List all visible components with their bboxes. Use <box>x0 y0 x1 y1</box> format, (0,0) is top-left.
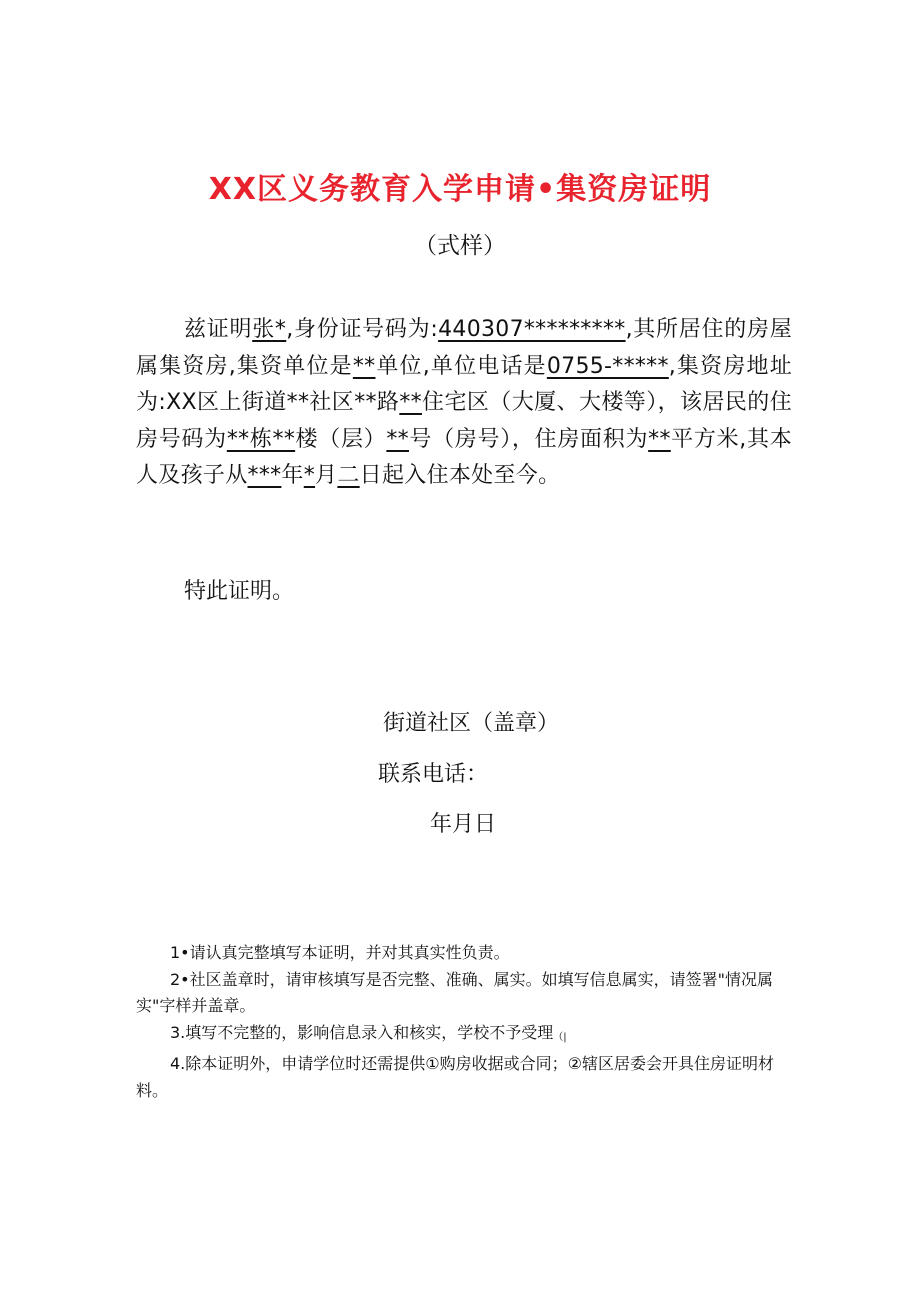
note-text: 3.填写不完整的，影响信息录入和核实，学校不予受理 <box>170 1022 554 1042</box>
building-field: **栋** <box>226 426 296 452</box>
body-text: ,身份证号码为: <box>286 317 439 342</box>
body-text: 住宅区（大厦、大楼等），该居民的住房号码为 <box>136 390 792 452</box>
work-unit-field: ** <box>352 353 376 379</box>
area-field: ** <box>648 426 671 452</box>
date-line: 年月日 <box>430 812 497 837</box>
body-text: 平方米,其本人及孩子从 <box>136 426 792 489</box>
notes-section <box>136 940 792 1105</box>
body-text: 日起入住本处至今。 <box>359 463 561 489</box>
unit-phone-field: 0755-***** <box>546 353 669 379</box>
note-mark: （| <box>553 1031 567 1043</box>
certificate-body <box>136 312 792 495</box>
contact-phone-line: 联系电话： <box>378 762 489 787</box>
day-field: 二 <box>337 463 360 489</box>
closing-text: 特此证明。 <box>184 579 295 604</box>
note-item <box>136 1020 792 1052</box>
residence-field: ** <box>399 390 422 416</box>
body-text: 年 <box>281 463 304 489</box>
document-subtitle: （式样） <box>414 233 506 259</box>
body-text: 单位,单位电话是 <box>375 353 547 379</box>
body-text: 楼（层） <box>295 426 387 452</box>
body-text: 号（房号），住房面积为 <box>408 426 649 452</box>
month-field: * <box>303 463 316 489</box>
name-field: 张* <box>252 317 287 342</box>
room-number-field: ** <box>386 426 409 452</box>
stamp-line: 街道社区（盖章） <box>383 711 560 736</box>
id-number-field: 440307********* <box>438 317 626 342</box>
body-text: ,其所居住的房屋属集资房,集资单位是 <box>136 317 792 379</box>
body-text: ,集资房地址为:XX区上街道**社区**路 <box>136 353 793 416</box>
year-field: *** <box>247 463 282 489</box>
note-item: 2•社区盖章时，请审核填写是否完整、准确、属实。如填写信息属实，请签署"情况属实"字样并盖章。 <box>136 969 773 1016</box>
note-item: 1•请认真完整填写本证明，并对其真实性负责。 <box>170 943 510 962</box>
body-text: 兹证明 <box>184 317 253 342</box>
note-item: 4.除本证明外，申请学位时还需提供①购房收据或合同；②辖区居委会开具住房证明材料。 <box>136 1054 774 1100</box>
document-title: XX区义务教育入学申请•集资房证明 <box>208 172 712 207</box>
body-text: 月 <box>315 463 338 489</box>
